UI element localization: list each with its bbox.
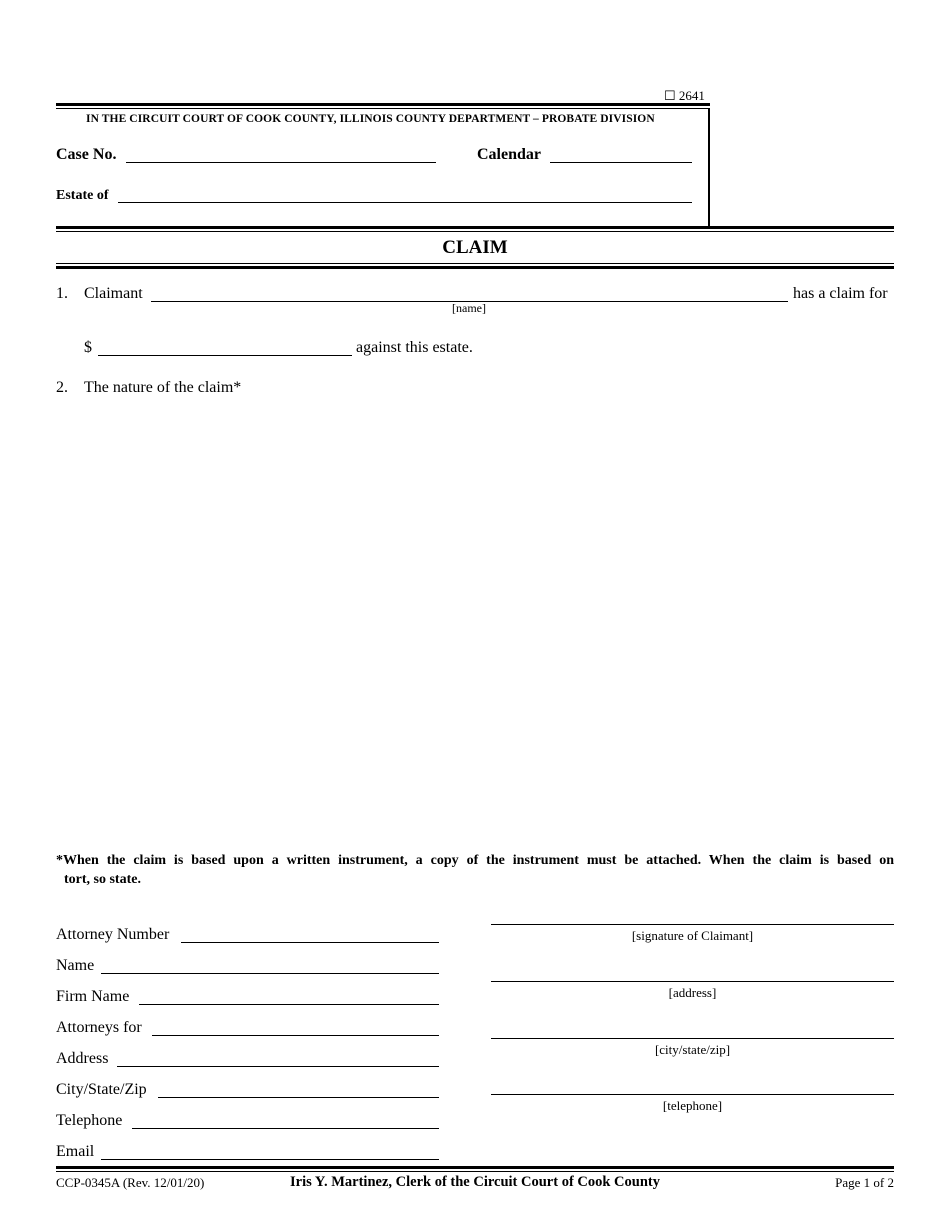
footnote-line2: tort, so state. [64, 872, 141, 887]
calendar-label: Calendar [477, 146, 541, 163]
city-caption: [city/state/zip] [654, 1042, 731, 1057]
title-top-rule-thick [56, 226, 894, 229]
telephone-label: Telephone [56, 1112, 123, 1129]
signature-caption: [signature of Claimant] [631, 928, 754, 943]
telephone-input[interactable] [132, 1112, 439, 1129]
calendar-input[interactable] [550, 146, 692, 163]
page-title: CLAIM [442, 237, 508, 258]
footer-rule-thin [56, 1171, 894, 1172]
address-label: Address [56, 1050, 109, 1067]
has-claim-for-text: has a claim for [793, 285, 888, 302]
checkbox-icon[interactable]: ☐ [664, 88, 676, 103]
attorney-name-label: Name [56, 957, 95, 974]
attorneys-for-label: Attorneys for [56, 1019, 142, 1036]
address-caption: [address] [668, 985, 717, 1000]
header-box-right-border [708, 108, 710, 227]
footer-rule-thick [56, 1166, 894, 1169]
attorney-number-label: Attorney Number [56, 926, 170, 943]
dollar-sign: $ [84, 339, 92, 356]
footer-form-id: CCP-0345A (Rev. 12/01/20) [56, 1175, 205, 1190]
footer-clerk: Iris Y. Martinez, Clerk of the Circuit Court of Cook County [290, 1174, 660, 1190]
form-number [664, 88, 705, 104]
address-input[interactable] [117, 1050, 439, 1067]
attorney-number-input[interactable] [181, 926, 439, 943]
claimant-address-input[interactable] [491, 965, 894, 982]
title-bottom-rule-thin [56, 263, 894, 264]
header-top-rule-thick [56, 103, 710, 106]
footnote-line1: *When the claim is based upon a written instrument, a copy of the instrument must be attached. When the claim is based on [56, 853, 894, 868]
city-state-zip-label: City/State/Zip [56, 1081, 147, 1098]
email-input[interactable] [101, 1143, 439, 1160]
claimant-name-input[interactable] [151, 285, 788, 302]
claimant-signature-input[interactable] [491, 908, 894, 925]
footnote [56, 851, 894, 889]
case-no-input[interactable] [126, 146, 436, 163]
attorney-name-input[interactable] [101, 957, 439, 974]
telephone-caption: [telephone] [662, 1098, 723, 1113]
claimant-label: Claimant [84, 285, 143, 302]
attorneys-for-input[interactable] [152, 1019, 439, 1036]
nature-of-claim-textarea[interactable] [84, 402, 896, 836]
item1-number: 1. [56, 285, 68, 302]
nature-of-claim-label: The nature of the claim* [84, 379, 242, 396]
item2-number: 2. [56, 379, 68, 396]
firm-name-input[interactable] [139, 988, 439, 1005]
header-top-rule-thin [56, 108, 710, 109]
case-no-label: Case No. [56, 146, 117, 163]
firm-name-label: Firm Name [56, 988, 130, 1005]
estate-of-label: Estate of [56, 188, 109, 203]
title-top-rule-thin [56, 231, 894, 232]
claim-amount-input[interactable] [98, 339, 352, 356]
footer-page: Page 1 of 2 [835, 1175, 894, 1190]
court-title: IN THE CIRCUIT COURT OF COOK COUNTY, ILLINOIS COUNTY DEPARTMENT – PROBATE DIVISION [86, 113, 655, 125]
claimant-telephone-input[interactable] [491, 1078, 894, 1095]
name-caption: [name] [452, 301, 486, 315]
email-label: Email [56, 1143, 95, 1160]
city-state-zip-input[interactable] [158, 1081, 439, 1098]
claimant-city-input[interactable] [491, 1022, 894, 1039]
form-number-text: 2641 [678, 88, 705, 103]
estate-of-input[interactable] [118, 186, 692, 203]
against-estate-text: against this estate. [356, 339, 473, 356]
title-bottom-rule-thick [56, 266, 894, 269]
